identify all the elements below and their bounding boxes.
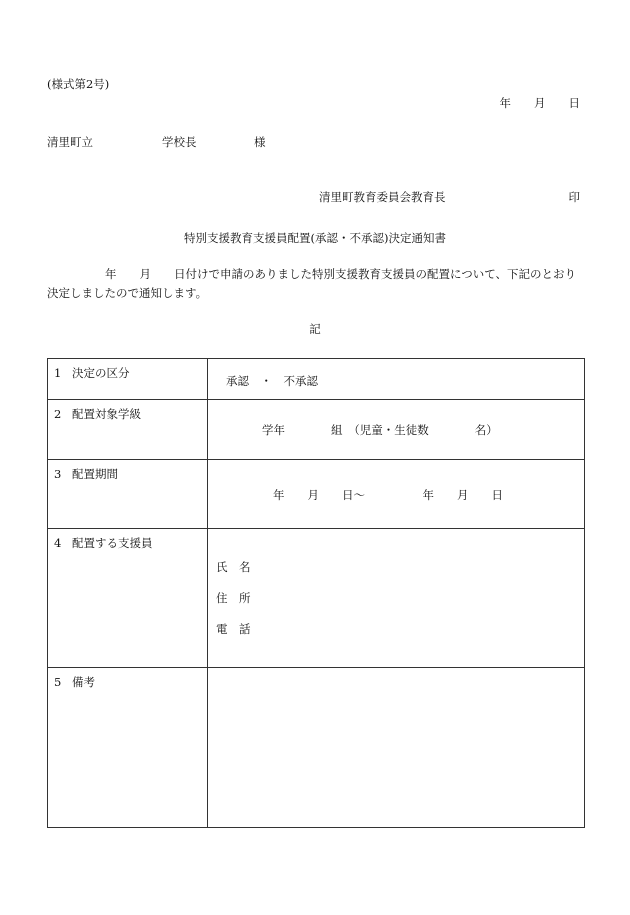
addressee: 清里町立 学校長 様 [47,135,266,149]
row-number: 5 [54,675,62,689]
decision-options: 承認 ・ 不承認 [226,374,318,388]
date-line: 年 月 日 [499,96,580,110]
row-label-text: 備考 [72,675,95,689]
row-number: 2 [54,407,62,421]
ki-heading: 記 [309,322,321,336]
row-label [48,668,208,828]
row-content [208,668,585,828]
supporter-address-label: 住 所 [216,591,251,605]
row-number: 1 [54,366,62,380]
row-label-text: 配置する支援員 [72,536,153,550]
table-row [48,460,585,529]
row-label-text: 決定の区分 [72,366,130,380]
row-label [48,400,208,460]
body-text: 年 月 日付けで申請のありました特別支援教育支援員の配置について、下記のとおり決定しましたので通知します。 [47,267,577,300]
form-number: (様式第2号) [47,77,110,91]
row-label-text: 配置対象学級 [72,407,141,421]
decision-table [47,358,585,828]
row-number: 3 [54,467,62,481]
seal-mark: 印 [568,190,580,204]
sender: 清里町教育委員会教育長 [319,190,446,204]
row-content [208,400,585,460]
placement-period: 年 月 日～ 年 月 日 [273,488,503,502]
row-label-text: 配置期間 [72,467,118,481]
table-row [48,359,585,400]
remarks-area [208,668,584,827]
table-row [48,400,585,460]
row-content [208,359,585,400]
row-content [208,460,585,529]
row-content [208,529,585,668]
row-number: 4 [54,536,62,550]
table-row [48,529,585,668]
table-row [48,668,585,828]
document-title: 特別支援教育支援員配置(承認・不承認)決定通知書 [184,231,446,245]
supporter-phone-label: 電 話 [216,622,251,636]
target-class: 学年 組 （児童・生徒数 名） [262,423,498,437]
supporter-name-label: 氏 名 [216,560,251,574]
row-label [48,359,208,400]
row-label [48,529,208,668]
row-label [48,460,208,529]
